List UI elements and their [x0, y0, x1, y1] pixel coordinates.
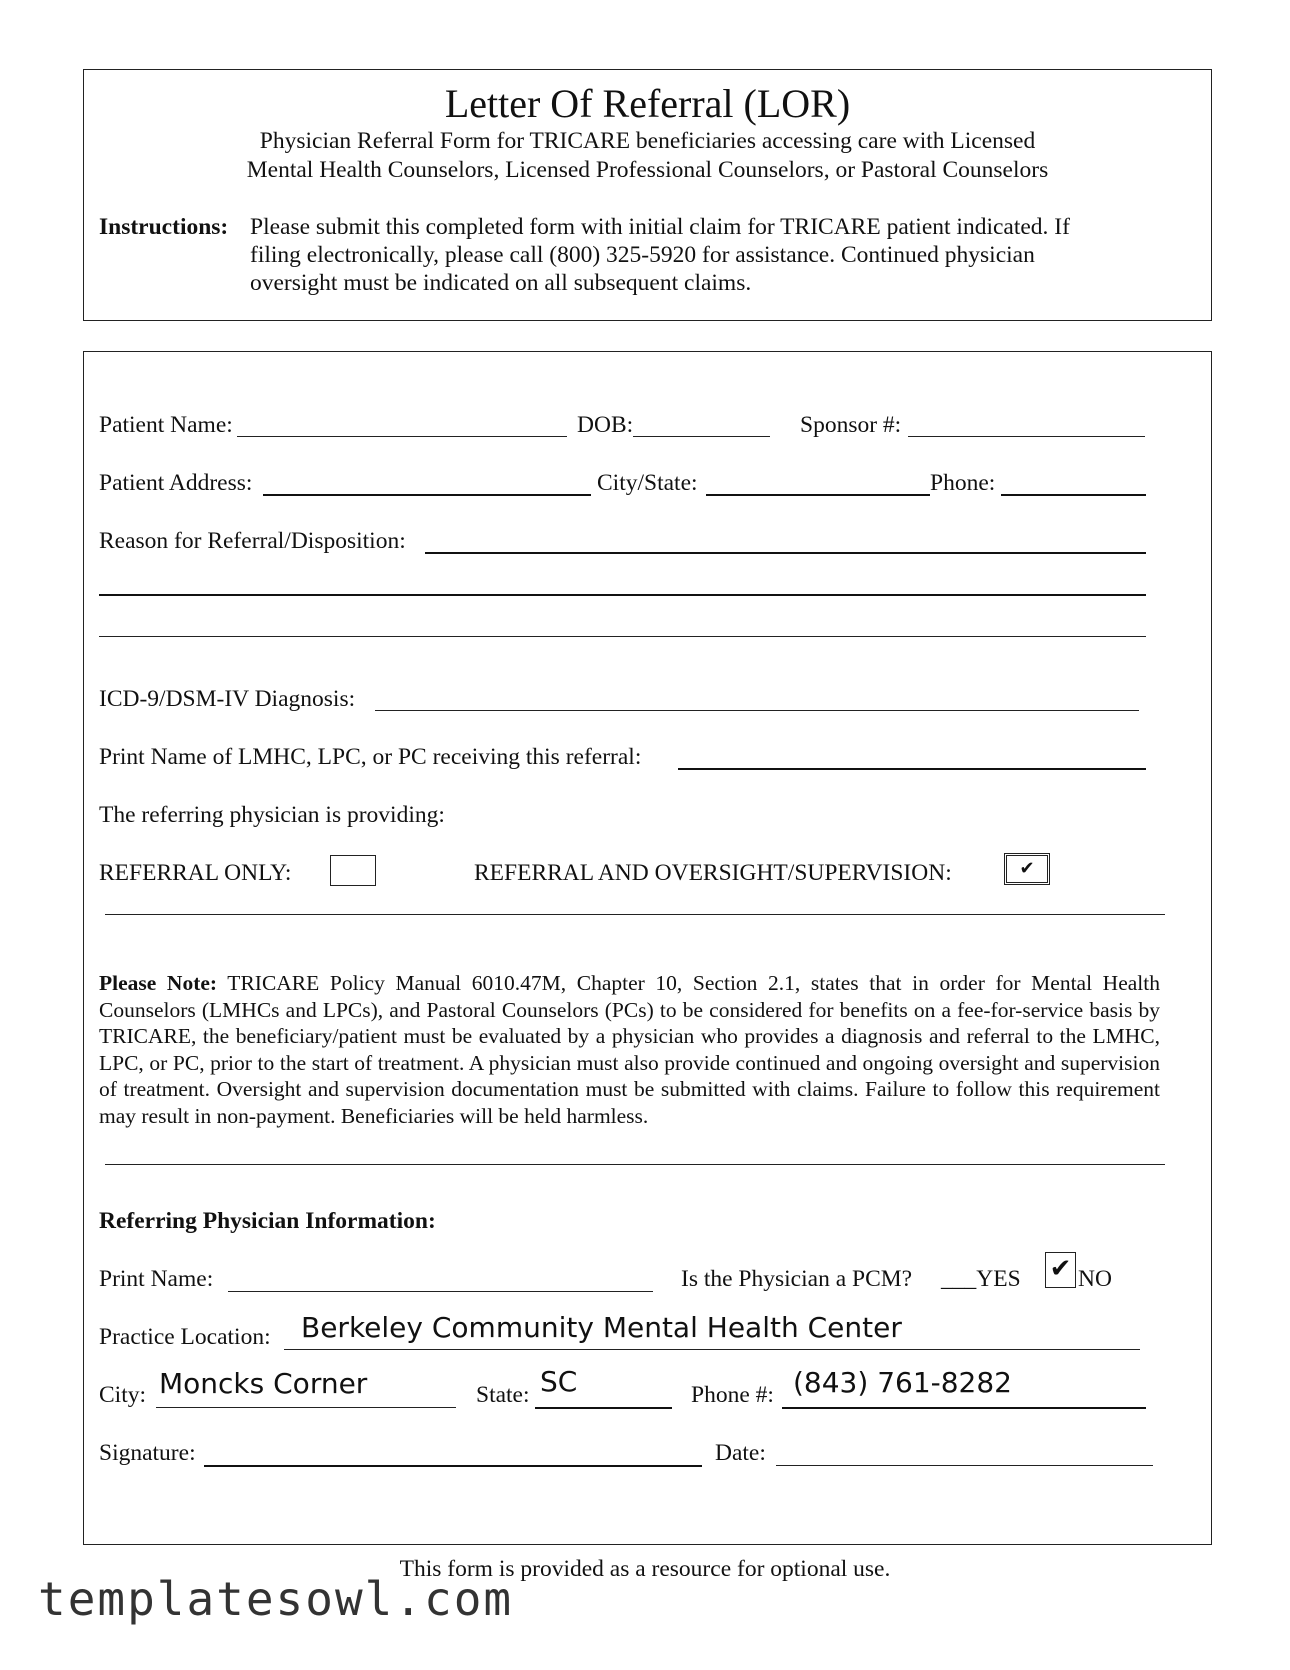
physician-section-title: Referring Physician Information: [99, 1208, 436, 1234]
form-title: Letter Of Referral (LOR) [444, 81, 851, 126]
reason-label: Reason for Referral/Disposition: [99, 528, 406, 554]
city-label: City: [99, 1382, 147, 1408]
header-box [83, 69, 1212, 321]
patient-phone-label: Phone: [930, 470, 996, 496]
physician-name-field[interactable] [228, 1291, 653, 1292]
pcm-no-checkbox[interactable] [1045, 1252, 1076, 1288]
city-state-field[interactable] [706, 494, 930, 496]
referral-only-label: REFERRAL ONLY: [99, 860, 292, 886]
pcm-question: Is the Physician a PCM? [681, 1266, 913, 1292]
patient-address-field[interactable] [263, 494, 591, 496]
receiver-label: Print Name of LMHC, LPC, or PC receiving this referral: [99, 744, 642, 770]
practice-location-field[interactable] [284, 1349, 1140, 1350]
physician-phone-field[interactable] [782, 1407, 1146, 1409]
city-state-label: City/State: [597, 470, 698, 496]
reason-field-line[interactable] [99, 636, 1146, 637]
patient-name-field[interactable] [237, 436, 567, 437]
diagnosis-label: ICD-9/DSM-IV Diagnosis: [99, 686, 356, 712]
referral-only-checkbox[interactable] [330, 855, 376, 886]
reason-field-line[interactable] [425, 552, 1146, 554]
form-subtitle-line1: Physician Referral Form for TRICARE beneficiaries accessing care with Licensed [259, 128, 1036, 154]
instructions-label: Instructions: [99, 214, 229, 240]
date-field[interactable] [776, 1465, 1153, 1466]
divider [105, 1164, 1165, 1165]
instructions-line: filing electronically, please call (800) 325-5920 for assistance. Continued physician [250, 242, 1035, 268]
referral-oversight-checkbox[interactable] [1004, 853, 1050, 885]
instructions-line: Please submit this completed form with initial claim for TRICARE patient indicated. If [250, 214, 1070, 240]
checkmark-icon: ✔ [1049, 1254, 1072, 1284]
note-label: Please Note: [99, 971, 218, 995]
practice-location-label: Practice Location: [99, 1324, 271, 1350]
receiver-field[interactable] [678, 768, 1146, 770]
checkmark-icon: ✔ [1019, 858, 1035, 879]
providing-label: The referring physician is providing: [99, 802, 445, 828]
physician-phone-label: Phone #: [691, 1382, 774, 1408]
form-subtitle-line2: Mental Health Counselors, Licensed Professional Counselors, or Pastoral Counselors [246, 157, 1049, 183]
policy-note [99, 970, 1160, 1129]
pcm-no-label: NO [1078, 1266, 1112, 1292]
dob-label: DOB: [577, 412, 634, 438]
pcm-yes-option[interactable]: ___YES [941, 1266, 1021, 1292]
city-value[interactable]: Moncks Corner [159, 1367, 368, 1400]
footer-note: This form is provided as a resource for optional use. [399, 1556, 891, 1582]
city-field[interactable] [156, 1407, 456, 1408]
state-value[interactable]: SC [540, 1365, 578, 1398]
state-field[interactable] [535, 1407, 672, 1409]
state-label: State: [476, 1382, 530, 1408]
patient-phone-field[interactable] [1001, 494, 1146, 496]
note-text: TRICARE Policy Manual 6010.47M, Chapter 10, Section 2.1, states that in order for Mental Health Counselors (LMHCs and LPCs), and Pastoral Counselors (PCs) to be considered for benefits on a fee-for-service basis by TRICARE, the beneficiary/patient must be evaluated by a physician who provides a diagnosis and referral to the LMHC, LPC, or PC, prior to the start of treatment. A physician must also provide continued and ongoing oversight and supervision of treatment. Oversight and supervision documentation must be submitted with claims. Failure to follow this requirement may result in non-payment. Beneficiaries will be held harmless. [99, 971, 1160, 1128]
dob-field[interactable] [633, 436, 770, 437]
physician-phone-value[interactable]: (843) 761-8282 [793, 1366, 1012, 1399]
form-body [83, 351, 1212, 1545]
watermark: templatesowl.com [38, 1572, 514, 1626]
sponsor-field[interactable] [908, 436, 1145, 437]
patient-address-label: Patient Address: [99, 470, 253, 496]
diagnosis-field[interactable] [375, 710, 1139, 711]
instructions-line: oversight must be indicated on all subsequent claims. [250, 270, 752, 296]
signature-field[interactable] [204, 1465, 702, 1467]
referral-oversight-label: REFERRAL AND OVERSIGHT/SUPERVISION: [474, 860, 952, 886]
signature-label: Signature: [99, 1440, 196, 1466]
reason-field-line[interactable] [99, 594, 1146, 596]
practice-location-value[interactable]: Berkeley Community Mental Health Center [301, 1311, 902, 1344]
divider [105, 914, 1165, 915]
sponsor-label: Sponsor #: [800, 412, 902, 438]
patient-name-label: Patient Name: [99, 412, 233, 438]
date-label: Date: [715, 1440, 766, 1466]
physician-name-label: Print Name: [99, 1266, 214, 1292]
